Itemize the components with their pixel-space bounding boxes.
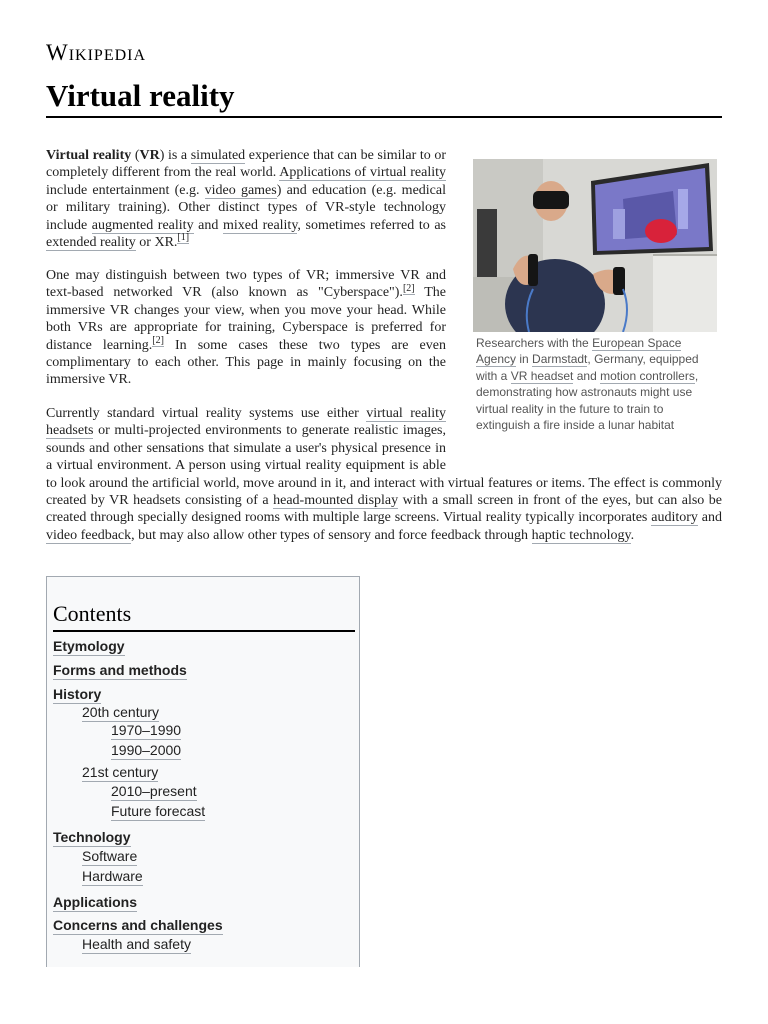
figure <box>473 159 717 433</box>
vr-researcher-photo[interactable] <box>473 159 717 332</box>
toc-item-etymology[interactable]: Etymology <box>53 638 125 654</box>
reference-2[interactable]: [2] <box>402 282 415 294</box>
link-video-games[interactable]: video games <box>204 182 277 198</box>
text: . <box>630 527 635 543</box>
text: in <box>516 352 533 367</box>
term-bold: Virtual reality <box>46 148 132 163</box>
figure-caption <box>476 335 717 433</box>
text: In some cases these two types are even complimentary to each other. This page in mainly focusing on the immersive VR. <box>46 337 446 388</box>
link-applications-of-vr[interactable]: Applications of virtual reality <box>279 165 446 181</box>
toc-item-future-forecast[interactable]: Future forecast <box>111 803 206 819</box>
toc-item-1970-1990[interactable]: 1970–1990 <box>111 722 182 738</box>
toc-item-concerns-and-challenges[interactable]: Concerns and challenges <box>53 917 223 933</box>
title-divider <box>46 116 722 118</box>
text: experience that can be similar to or completely different from the real world. <box>46 148 446 181</box>
link-head-mounted-display[interactable]: head-mounted display <box>273 493 399 509</box>
text: or multi-projected environments to generate realistic images, sounds and other sensations that simulate a user's physical presence in a virtual environment. A person using virtual reality equipment is able to look around the artificial world, move around in it, and interact with virtual features or items. The effect is commonly created by VR headsets consisting of a <box>46 423 722 509</box>
text: and <box>573 368 601 383</box>
link-motion-controllers[interactable]: motion controllers <box>600 368 695 383</box>
text: and <box>697 510 722 526</box>
link-extended-reality[interactable]: extended reality <box>46 235 136 251</box>
toc-title: Contents <box>53 601 132 626</box>
wikipedia-wordmark[interactable]: Wikipedia <box>46 40 147 65</box>
toc-item-forms-and-methods[interactable]: Forms and methods <box>53 662 187 678</box>
toc-item-20th-century[interactable]: 20th century <box>82 704 160 720</box>
text: , but may also allow other types of sensory and force feedback through <box>131 527 532 543</box>
text: , demonstrating how astronauts might use virtual reality in the future to train to extinguish a fire inside a lunar habitat <box>476 368 699 433</box>
text: or XR. <box>135 235 178 251</box>
link-haptic-technology[interactable]: haptic technology <box>531 527 631 543</box>
table-of-contents <box>46 576 360 967</box>
link-vr-headsets[interactable]: virtual reality headsets <box>46 406 446 439</box>
text: , sometimes referred to as <box>297 217 447 233</box>
toc-item-hardware[interactable]: Hardware <box>82 868 143 884</box>
text: with a small screen in front of the eyes, but can also be created through specially designed rooms with multiple large screens. Virtual reality typically incorporates <box>46 493 722 526</box>
toc-divider <box>53 630 355 632</box>
toc-item-history[interactable]: History <box>53 686 102 702</box>
text: ) is a <box>159 148 191 163</box>
controller-left <box>528 254 538 286</box>
toc-item-health-and-safety[interactable]: Health and safety <box>82 936 191 952</box>
link-darmstadt[interactable]: Darmstadt <box>532 352 588 367</box>
text: and <box>193 217 223 233</box>
link-video-feedback[interactable]: video feedback <box>46 527 132 543</box>
text: ) and education (e.g. medical or military training). Other distinct types of VR-style technology include <box>46 182 446 233</box>
page-title: Virtual reality <box>46 78 235 113</box>
text: One may distinguish between two types of VR; immersive VR and text-based networked VR (also known as "Cyberspace"). <box>46 268 446 301</box>
text: Researchers with the <box>476 336 593 350</box>
toc-item-1990-2000[interactable]: 1990–2000 <box>111 742 182 758</box>
link-auditory[interactable]: auditory <box>651 510 698 526</box>
vr-headset <box>533 191 569 209</box>
link-simulated[interactable]: simulated <box>190 148 246 163</box>
text: Currently standard virtual reality systems use either <box>46 406 367 421</box>
tv-fire-object <box>645 219 677 243</box>
link-vr-headset[interactable]: VR headset <box>510 368 574 383</box>
link-mixed-reality[interactable]: mixed reality <box>222 217 298 233</box>
toc-item-software[interactable]: Software <box>82 848 138 864</box>
intro-paragraph-2 <box>46 267 446 389</box>
text: The immersive VR changes your view, when you move your head. While both VRs are appropriate for training, Cyberspace is preferred for distance learning. <box>46 285 446 353</box>
toc-item-2010-present[interactable]: 2010–present <box>111 783 197 799</box>
text: , Germany, equipped with a <box>476 352 699 383</box>
link-european-space-agency[interactable]: European Space Agency <box>476 336 682 367</box>
reference-1[interactable]: [1] <box>177 232 190 244</box>
text: include entertainment (e.g. <box>46 182 205 198</box>
toc-item-technology[interactable]: Technology <box>53 829 131 845</box>
abbr-bold: VR <box>139 148 160 163</box>
text: ( <box>131 148 140 163</box>
toc-item-21st-century[interactable]: 21st century <box>82 764 159 780</box>
link-augmented-reality[interactable]: augmented reality <box>91 217 194 233</box>
toc-item-applications[interactable]: Applications <box>53 894 138 910</box>
reference-2[interactable]: [2] <box>152 334 164 346</box>
intro-paragraph-1 <box>46 147 446 251</box>
photo-cabinet <box>653 254 717 332</box>
